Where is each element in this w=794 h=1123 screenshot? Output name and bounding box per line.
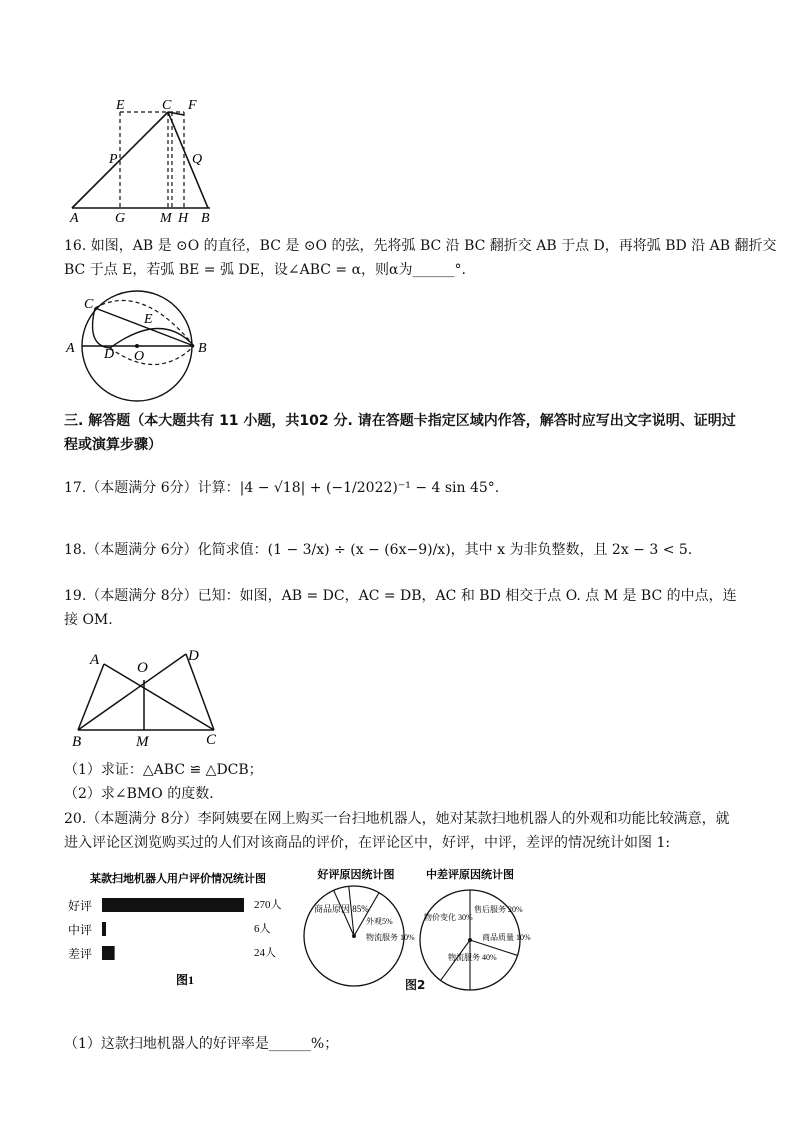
label-C: C: [162, 98, 172, 113]
pie2-label-2: 商品质量 10%: [482, 933, 531, 942]
bar-category-label: 中评: [68, 923, 93, 937]
bar-chart-title: 某款扫地机器人用户评价情况统计图: [90, 873, 266, 885]
label-M: M: [160, 211, 172, 225]
label-H: H: [178, 211, 189, 225]
pie2-label-0: 物价变化 30%: [424, 913, 473, 922]
figure-q16: [62, 290, 222, 405]
q19-text-line2: 接 OM.: [64, 612, 113, 628]
figure-q19: [64, 644, 234, 749]
q20-sub1: （1）这款扫地机器人的好评率是______%；: [64, 1036, 339, 1052]
bar-category-label: 差评: [68, 947, 93, 961]
label-Q: Q: [192, 152, 203, 167]
pie-chart-good-reasons: [296, 864, 416, 994]
pie1-title: 好评原因统计图: [317, 869, 395, 881]
q16-text-line2: BC 于点 E，若弧 BE = 弧 DE，设∠ABC = α，则α为______°.: [64, 262, 466, 278]
pie2-label-1: 售后服务 20%: [474, 905, 523, 914]
label-B: B: [72, 734, 82, 749]
q18-text: 18.（本题满分 6分）化简求值：(1 − 3/x) ÷ (x − (6x−9)/x)，其中 x 为非负整数，且 2x − 3 < 5.: [64, 542, 693, 558]
section3-heading-line1: 三. 解答题（本大题共有 11 小题，共102 分. 请在答题卡指定区域内作答，解答时应写出文字说明、证明过: [64, 413, 736, 429]
label-B: B: [198, 341, 207, 356]
label-E: E: [144, 312, 153, 327]
label-E: E: [116, 98, 125, 113]
figure-q15: [60, 95, 230, 225]
label-G: G: [115, 211, 126, 225]
label-C: C: [84, 297, 94, 312]
label-P: P: [109, 152, 118, 167]
label-A: A: [90, 652, 100, 668]
bar-2: [102, 946, 115, 960]
q17-text: 17.（本题满分 6分）计算：|4 − √18| + (−1/2022)⁻¹ − 4 sin 45°.: [64, 480, 500, 496]
label-A: A: [70, 211, 79, 225]
pie1-label-2: 物流服务 10%: [366, 933, 415, 942]
q20-text-line2: 进入评论区浏览购买过的人们对该商品的评价，在评论区中，好评，中评，差评的情况统计如图 1:: [64, 835, 671, 851]
pie-center: [352, 934, 356, 938]
pie2-title: 中差评原因统计图: [426, 869, 514, 881]
bar-category-label: 好评: [68, 899, 93, 913]
pie1-label-0: 商品原因 85%: [314, 904, 369, 914]
label-O: O: [134, 349, 145, 364]
q20-text-line1: 20.（本题满分 8分）李阿姨要在网上购买一台扫地机器人，她对某款扫地机器人的外观和功能比较满意，就: [64, 811, 730, 827]
bar-value-label: 270人: [254, 899, 282, 911]
q19-sub2: （2）求∠BMO 的度数.: [64, 786, 214, 802]
q16-text-line1: 16. 如图，AB 是 ⊙O 的直径，BC 是 ⊙O 的弦，先将弧 BC 沿 BC 翻折交 AB 于点 D，再将弧 BD 沿 AB 翻折交: [64, 238, 777, 254]
bar-0: [102, 898, 244, 912]
label-A: A: [66, 341, 75, 356]
label-F: F: [188, 98, 197, 113]
pie-center: [468, 938, 472, 942]
pie1-label-1: 外观5%: [366, 917, 393, 926]
bar-value-label: 6人: [254, 923, 271, 935]
bar-value-label: 24人: [254, 947, 276, 959]
label-O: O: [137, 660, 148, 676]
section3-heading-line2: 程或演算步骤）: [64, 437, 162, 453]
bar-1: [102, 922, 106, 936]
q19-text-line1: 19.（本题满分 8分）已知：如图，AB = DC，AC = DB，AC 和 BD 相交于点 O. 点 M 是 BC 的中点，连: [64, 588, 737, 604]
pie2-label-3: 物流服务 40%: [448, 953, 497, 962]
label-M: M: [136, 734, 149, 749]
label-D: D: [104, 347, 115, 362]
pie-chart-bad-reasons: [414, 864, 534, 999]
bar-chart-caption: 图1: [176, 973, 195, 987]
bar-chart-reviews: [64, 864, 304, 994]
label-B: B: [201, 211, 210, 225]
pie-caption: 图2: [405, 978, 426, 992]
label-C: C: [206, 732, 217, 748]
pie-slice-boundary-0: [354, 893, 379, 936]
q19-sub1: （1）求证：△ABC ≌ △DCB；: [64, 762, 263, 778]
label-D: D: [188, 648, 199, 664]
